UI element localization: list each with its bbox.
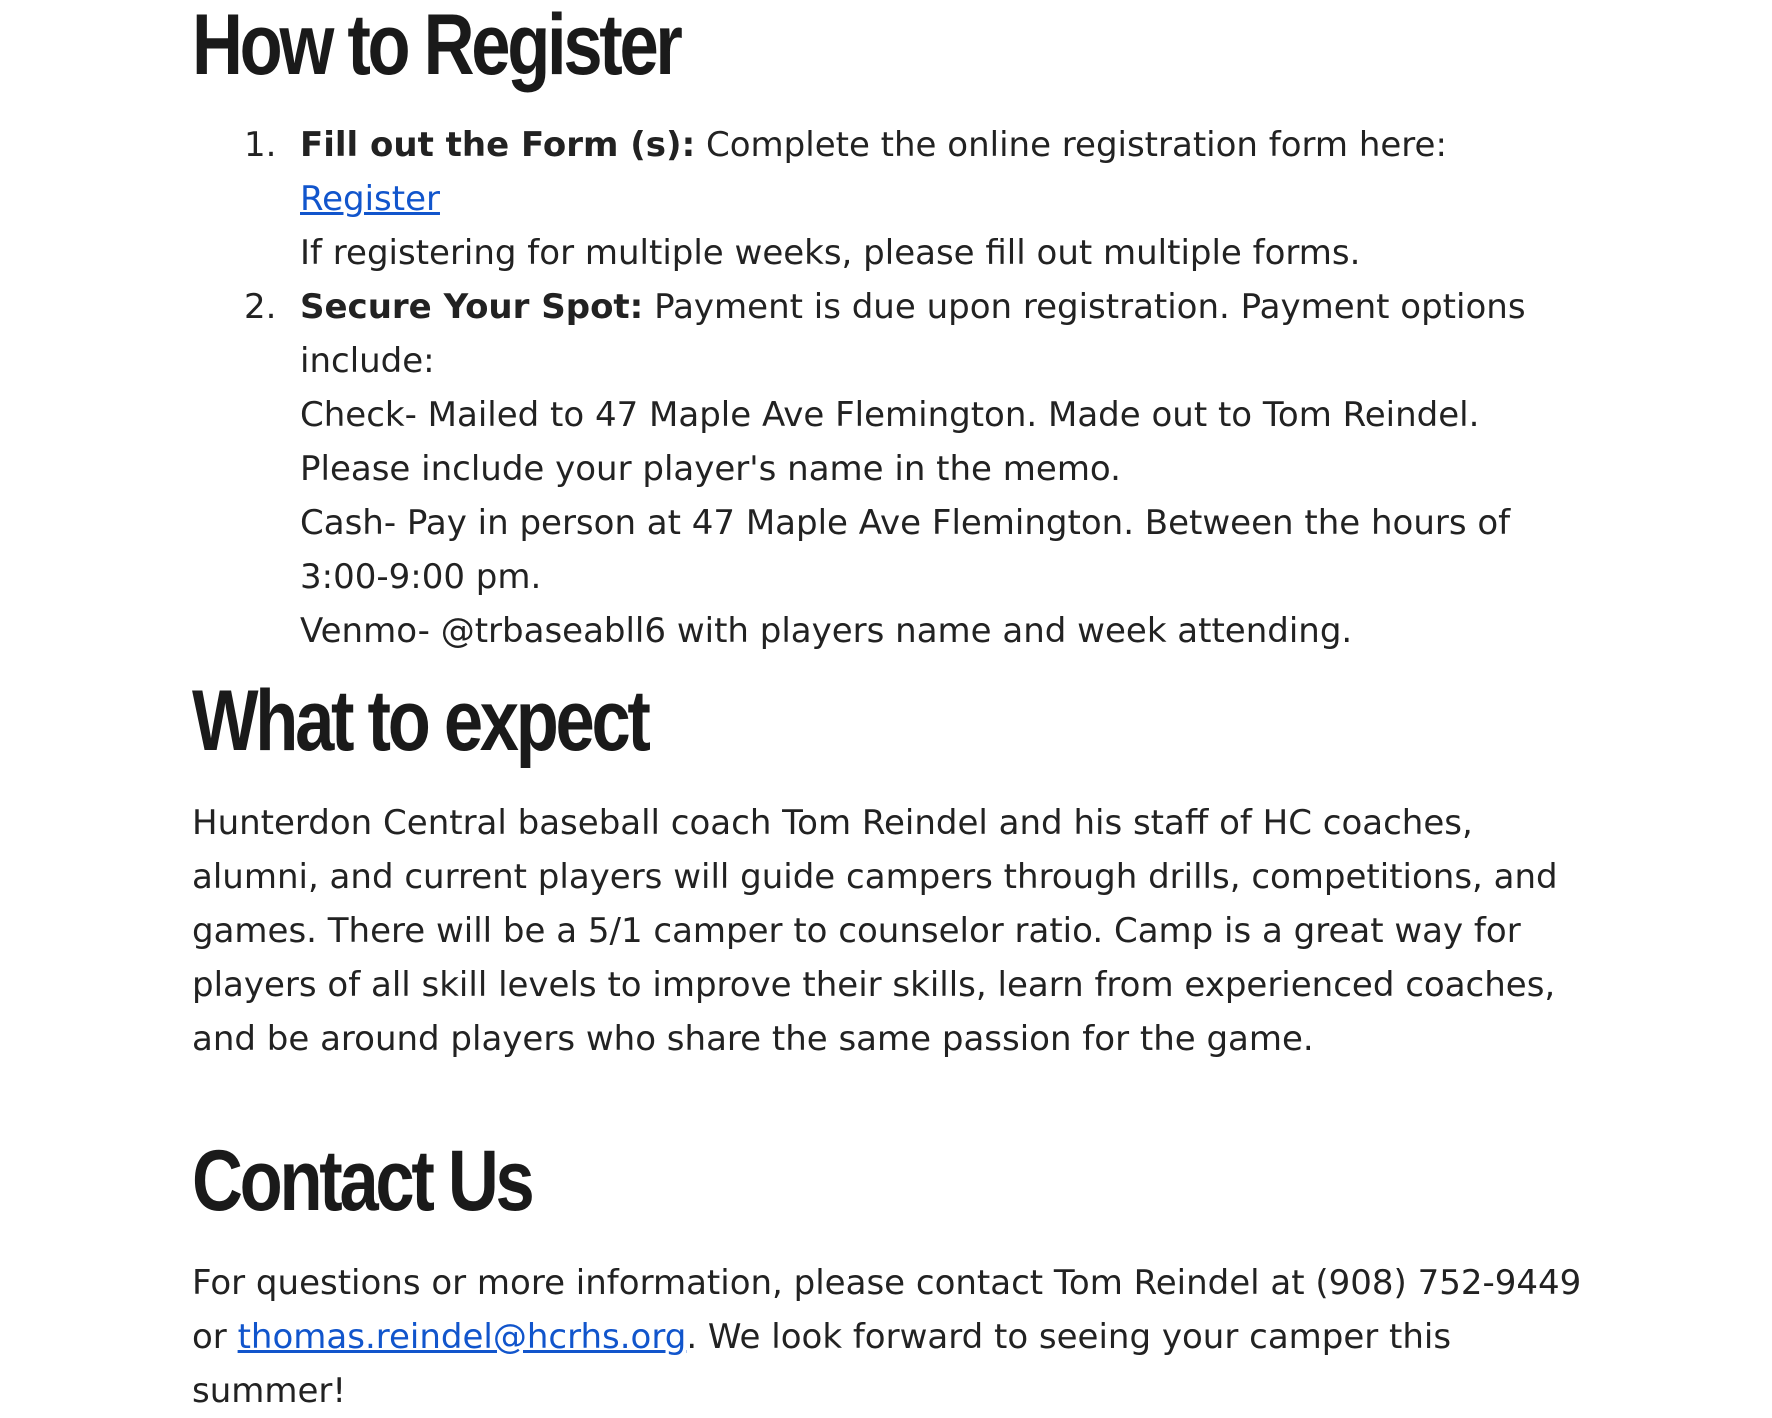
- payment-check: Check- Mailed to 47 Maple Ave Flemington. Made out to Tom Reindel. Please include your player's name in the memo.: [300, 395, 1480, 489]
- step-number: 2.: [244, 287, 277, 327]
- step-text: Payment is due upon registration. Payment options include:: [300, 287, 1526, 381]
- step-fill-form: [192, 118, 1592, 280]
- payment-cash: Cash- Pay in person at 47 Maple Ave Flemington. Between the hours of 3:00-9:00 pm.: [300, 503, 1511, 597]
- heading-how-to-register: How to Register: [192, 0, 680, 93]
- step-line: [300, 118, 1592, 226]
- payment-venmo: Venmo- @trbaseabll6 with players name and week attending.: [300, 611, 1353, 651]
- email-link[interactable]: thomas.reindel@hcrhs.org: [237, 1317, 687, 1357]
- registration-steps: [192, 118, 1592, 658]
- step-line: [300, 280, 1592, 388]
- expect-paragraph: Hunterdon Central baseball coach Tom Reindel and his staff of HC coaches, alumni, and current players will guide campers through drills, competitions, and games. There will be a 5/1 camper to counselor ratio. Camp is a great way for players of all skill levels to improve their skills, learn from experienced coaches, and be around players who share the same passion for the game.: [192, 803, 1558, 1059]
- step-number: 1.: [244, 125, 277, 165]
- step-text: Complete the online registration form here:: [706, 125, 1447, 165]
- contact-text-after: . We look forward to seeing your camper this summer!: [192, 1317, 1452, 1411]
- step-title: Secure Your Spot:: [300, 287, 644, 327]
- heading-what-to-expect: What to expect: [192, 673, 648, 769]
- register-link[interactable]: Register: [300, 179, 440, 219]
- contact-text-before: For questions or more information, please contact Tom Reindel at (908) 752-9449 or: [192, 1263, 1582, 1357]
- step-secure-spot: [192, 280, 1592, 658]
- step-title: Fill out the Form (s):: [300, 125, 696, 165]
- step-extra: If registering for multiple weeks, please fill out multiple forms.: [300, 233, 1361, 273]
- contact-paragraph: [192, 1256, 1592, 1418]
- heading-contact-us: Contact Us: [192, 1133, 532, 1229]
